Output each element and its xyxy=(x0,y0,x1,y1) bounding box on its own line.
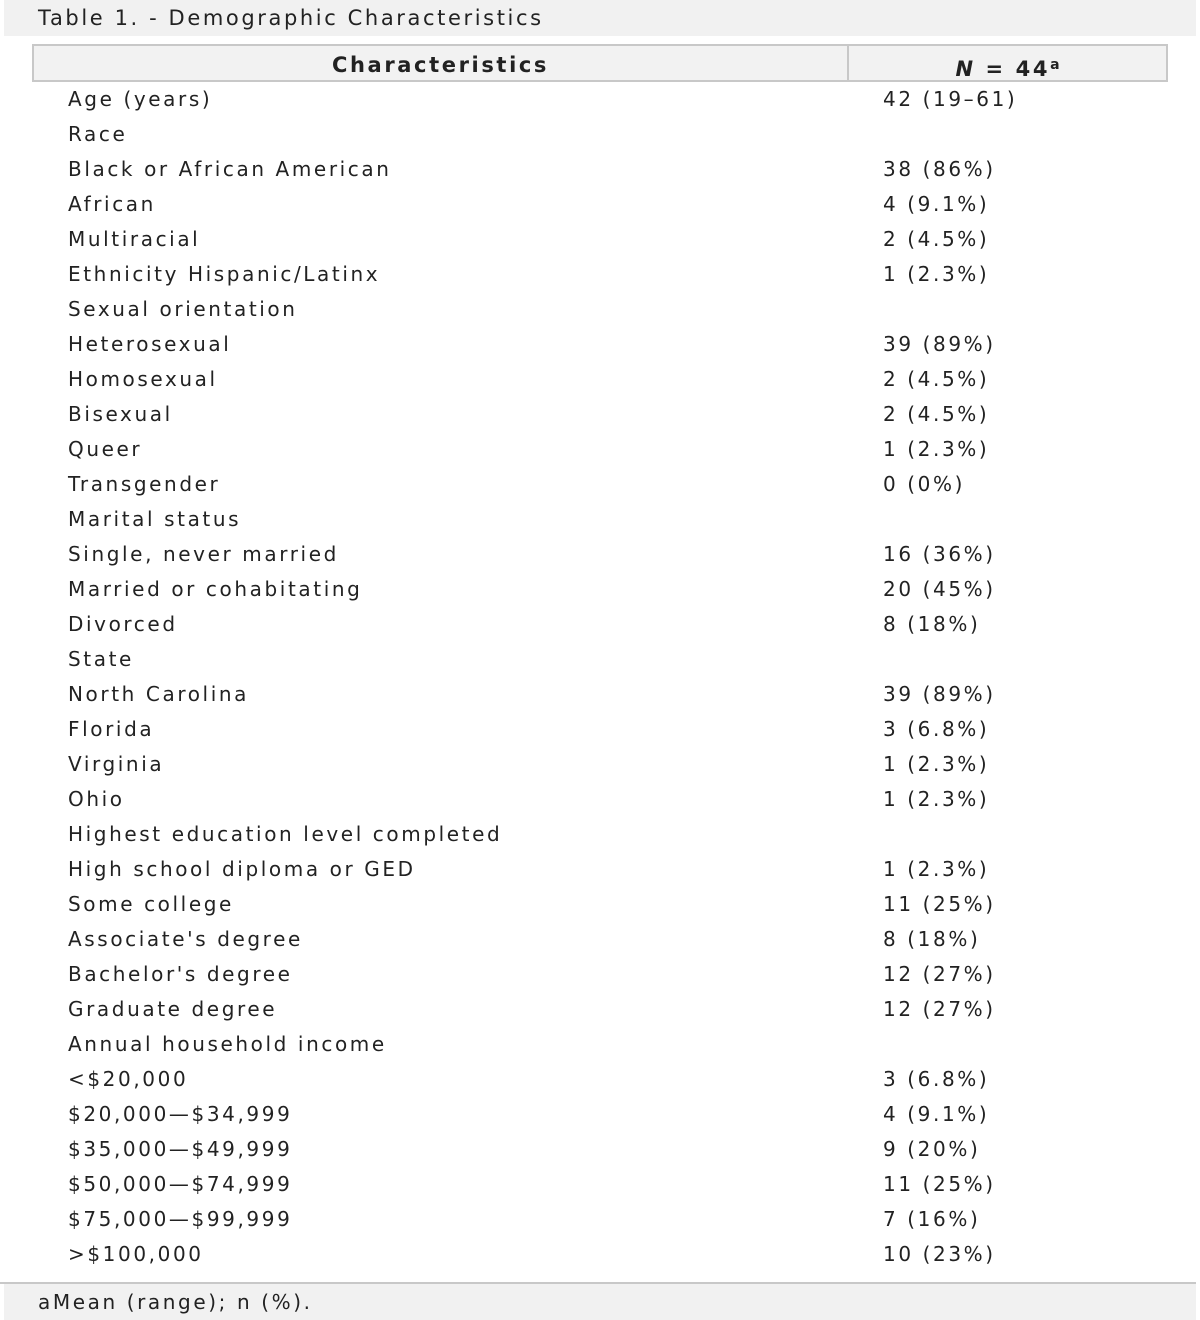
row-value: 8 (18%) xyxy=(883,927,981,951)
table-row xyxy=(0,257,1200,292)
row-value: 3 (6.8%) xyxy=(883,1067,990,1091)
row-label: Married or cohabitating xyxy=(68,577,363,601)
row-label: African xyxy=(68,192,156,216)
row-value: 1 (2.3%) xyxy=(883,262,990,286)
row-label: Multiracial xyxy=(68,227,201,251)
row-label: Ohio xyxy=(68,787,125,811)
table-row xyxy=(0,1097,1200,1132)
row-value: 0 (0%) xyxy=(883,472,966,496)
table-row xyxy=(0,1027,1200,1062)
row-label: $75,000—$99,999 xyxy=(68,1207,293,1231)
row-value: 9 (20%) xyxy=(883,1137,981,1161)
row-label: North Carolina xyxy=(68,682,249,706)
row-label: Bisexual xyxy=(68,402,173,426)
table-row xyxy=(0,712,1200,747)
row-value: 2 (4.5%) xyxy=(883,227,990,251)
row-value: 11 (25%) xyxy=(883,1172,996,1196)
row-label: Associate's degree xyxy=(68,927,303,951)
header-n-value: = 44 xyxy=(975,57,1051,81)
row-label: Transgender xyxy=(68,472,221,496)
row-label: Annual household income xyxy=(68,1032,387,1056)
row-label: State xyxy=(68,647,134,671)
row-label: Race xyxy=(68,122,128,146)
table-row xyxy=(0,1202,1200,1237)
table-row xyxy=(0,817,1200,852)
row-value: 4 (9.1%) xyxy=(883,1102,990,1126)
row-label: <$20,000 xyxy=(68,1067,189,1091)
row-value: 2 (4.5%) xyxy=(883,367,990,391)
table-row xyxy=(0,222,1200,257)
row-label: $50,000—$74,999 xyxy=(68,1172,293,1196)
table-row xyxy=(0,747,1200,782)
table-row xyxy=(0,887,1200,922)
row-label: Graduate degree xyxy=(68,997,278,1021)
table-row xyxy=(0,677,1200,712)
header-characteristics: Characteristics xyxy=(331,53,550,77)
row-label: Florida xyxy=(68,717,155,741)
table-row xyxy=(0,922,1200,957)
header-n-symbol: N xyxy=(955,57,976,81)
row-value: 11 (25%) xyxy=(883,892,996,916)
table-row xyxy=(0,1237,1200,1272)
table-row xyxy=(0,82,1200,117)
row-value: 3 (6.8%) xyxy=(883,717,990,741)
row-label: Black or African American xyxy=(68,157,392,181)
row-value: 16 (36%) xyxy=(883,542,996,566)
row-label: $35,000—$49,999 xyxy=(68,1137,293,1161)
table-row xyxy=(0,852,1200,887)
table-row xyxy=(0,397,1200,432)
row-value: 2 (4.5%) xyxy=(883,402,990,426)
table-row xyxy=(0,782,1200,817)
row-label: Virginia xyxy=(68,752,165,776)
row-value: 38 (86%) xyxy=(883,157,996,181)
table-row xyxy=(0,292,1200,327)
row-label: Single, never married xyxy=(68,542,339,566)
table-row xyxy=(0,117,1200,152)
table-row xyxy=(0,1132,1200,1167)
table-header-row xyxy=(32,44,1168,82)
table-row xyxy=(0,152,1200,187)
table-row xyxy=(0,1062,1200,1097)
row-value: 39 (89%) xyxy=(883,682,996,706)
table-row xyxy=(0,537,1200,572)
table-footnote: aMean (range); n (%). xyxy=(38,1290,313,1314)
header-sample-size xyxy=(849,52,1166,82)
row-label: >$100,000 xyxy=(68,1242,204,1266)
table-title: Table 1. - Demographic Characteristics xyxy=(38,6,544,30)
table-row xyxy=(0,467,1200,502)
table-row xyxy=(0,327,1200,362)
row-label: Marital status xyxy=(68,507,242,531)
table-row xyxy=(0,957,1200,992)
row-label: Ethnicity Hispanic/Latinx xyxy=(68,262,381,286)
row-label: Divorced xyxy=(68,612,178,636)
table-row xyxy=(0,1167,1200,1202)
table-row xyxy=(0,502,1200,537)
row-value: 39 (89%) xyxy=(883,332,996,356)
row-value: 20 (45%) xyxy=(883,577,996,601)
row-value: 7 (16%) xyxy=(883,1207,981,1231)
row-value: 8 (18%) xyxy=(883,612,981,636)
row-value: 12 (27%) xyxy=(883,962,996,986)
table-row xyxy=(0,572,1200,607)
row-label: Queer xyxy=(68,437,143,461)
table-row xyxy=(0,992,1200,1027)
row-label: Bachelor's degree xyxy=(68,962,293,986)
row-label: Some college xyxy=(68,892,234,916)
table-body xyxy=(0,82,1200,1272)
row-label: $20,000—$34,999 xyxy=(68,1102,293,1126)
header-n-superscript: a xyxy=(1050,57,1060,73)
row-value: 1 (2.3%) xyxy=(883,787,990,811)
row-label: Age (years) xyxy=(68,87,213,111)
row-label: Heterosexual xyxy=(68,332,232,356)
table-row xyxy=(0,642,1200,677)
table-row xyxy=(0,187,1200,222)
row-label: Homosexual xyxy=(68,367,218,391)
row-value: 1 (2.3%) xyxy=(883,752,990,776)
table-row xyxy=(0,432,1200,467)
table-row xyxy=(0,607,1200,642)
row-value: 1 (2.3%) xyxy=(883,437,990,461)
row-value: 42 (19–61) xyxy=(883,87,1018,111)
row-value: 10 (23%) xyxy=(883,1242,996,1266)
row-value: 4 (9.1%) xyxy=(883,192,990,216)
table-row xyxy=(0,362,1200,397)
row-label: Sexual orientation xyxy=(68,297,298,321)
row-label: Highest education level completed xyxy=(68,822,503,846)
row-label: High school diploma or GED xyxy=(68,857,416,881)
row-value: 1 (2.3%) xyxy=(883,857,990,881)
row-value: 12 (27%) xyxy=(883,997,996,1021)
